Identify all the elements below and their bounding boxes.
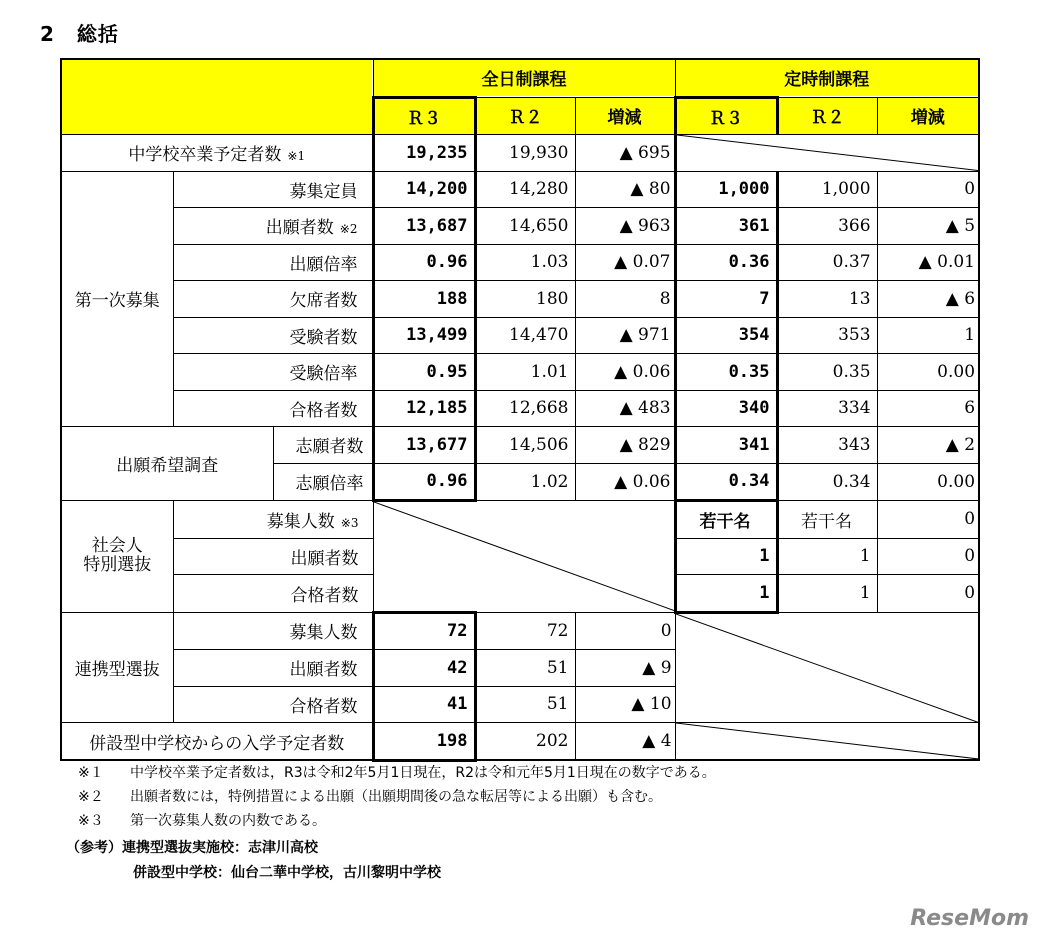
ft-r3-value: 72	[373, 612, 475, 650]
ft-r3-value: 41	[373, 686, 475, 723]
ft-r2-value: 51	[475, 650, 575, 687]
section-heading	[40, 18, 119, 47]
row-label: 志願倍率	[273, 463, 373, 501]
pt-change-value: 6	[877, 390, 979, 427]
pt-r2-value: 0.37	[777, 244, 877, 281]
ft-change-value: ▲ 9	[575, 650, 675, 687]
reference-line-1: （参考）連携型選抜実施校：志津川高校	[66, 840, 318, 856]
pt-change-value: 0.00	[877, 463, 979, 501]
ft-r3-value: 19,235	[373, 135, 475, 172]
pt-r3-value: 361	[675, 208, 777, 245]
header-row-1	[61, 59, 979, 97]
pt-r2-value: 343	[777, 427, 877, 464]
footnote: ※２ 出願者数には，特例措置による出願（出願期間後の急な転居等による出願）も含む。	[78, 789, 662, 805]
row-first-passed	[61, 390, 979, 427]
row-label: 募集定員	[173, 171, 373, 208]
ft-change-value: ▲ 0.06	[575, 354, 675, 391]
group-survey: 出願希望調査	[61, 427, 273, 501]
pt-r3-value: 341	[675, 427, 777, 464]
pt-r3-value: 0.34	[675, 463, 777, 501]
ft-r3-value: 0.95	[373, 354, 475, 391]
pt-r2-value: 1	[777, 575, 877, 613]
row-combined	[61, 723, 979, 761]
resemom-logo: ReseMom	[910, 906, 1029, 931]
pt-change-value: 0	[877, 171, 979, 208]
ft-r3-value: 42	[373, 650, 475, 687]
header-ft-r2: Ｒ２	[475, 97, 575, 135]
summary-table	[60, 58, 980, 762]
row-label: 欠席者数	[173, 281, 373, 318]
ft-change-value: ▲ 80	[575, 171, 675, 208]
row-graduates	[61, 135, 979, 172]
pt-r3-value: 1	[675, 575, 777, 613]
row-label: 出願者数 ※2	[173, 208, 373, 245]
group-adult: 社会人 特別選抜	[61, 501, 173, 613]
ft-r3-value: 0.96	[373, 244, 475, 281]
ft-change-value: ▲ 971	[575, 317, 675, 354]
header-ft-r3: Ｒ３	[373, 97, 475, 135]
pt-r3-value: 若干名	[675, 501, 777, 539]
header-part-time: 定時制課程	[675, 59, 979, 97]
ft-r3-value: 198	[373, 723, 475, 761]
row-first-applicants	[61, 208, 979, 245]
ft-r3-value: 14,200	[373, 171, 475, 208]
ft-change-value: ▲ 829	[575, 427, 675, 464]
ft-r2-value: 14,280	[475, 171, 575, 208]
empty-diagonal-cell	[675, 723, 979, 761]
pt-r3-value: 7	[675, 281, 777, 318]
row-label: 併設型中学校からの入学予定者数	[61, 723, 373, 761]
reference-line-2: 併設型中学校：仙台二華中学校，古川黎明中学校	[133, 865, 441, 881]
row-label: 募集人数	[173, 612, 373, 650]
pt-r2-value: 353	[777, 317, 877, 354]
row-first-exam-ratio	[61, 354, 979, 391]
row-label: 募集人数 ※3	[173, 501, 373, 539]
row-first-examinees	[61, 317, 979, 354]
pt-change-value: 0	[877, 538, 979, 575]
row-first-absent	[61, 281, 979, 318]
empty-diagonal-cell	[373, 501, 675, 613]
section-number: 2	[40, 22, 55, 46]
ft-r3-value: 188	[373, 281, 475, 318]
row-linked-capacity	[61, 612, 979, 650]
ft-r2-value: 202	[475, 723, 575, 761]
footnote: ※１ 中学校卒業予定者数は，R3は令和2年5月1日現在，R2は令和元年5月1日現在の数字である。	[78, 765, 716, 781]
pt-r2-value: 1,000	[777, 171, 877, 208]
group-first: 第一次募集	[61, 171, 173, 427]
ft-r3-value: 12,185	[373, 390, 475, 427]
ft-r3-value: 13,499	[373, 317, 475, 354]
row-adult-capacity	[61, 501, 979, 539]
pt-r3-value: 1	[675, 538, 777, 575]
ft-r2-value: 1.02	[475, 463, 575, 501]
ft-r2-value: 51	[475, 686, 575, 723]
header-ft-change: 増減	[575, 97, 675, 135]
row-label: 中学校卒業予定者数 ※1	[61, 135, 373, 172]
reference-note	[66, 836, 441, 886]
ft-r2-value: 14,650	[475, 208, 575, 245]
ft-r3-value: 13,687	[373, 208, 475, 245]
row-survey-count	[61, 427, 979, 464]
pt-r2-value: 0.35	[777, 354, 877, 391]
header-blank	[61, 59, 373, 135]
pt-r3-value: 0.36	[675, 244, 777, 281]
ft-change-value: ▲ 695	[575, 135, 675, 172]
pt-r3-value: 1,000	[675, 171, 777, 208]
ft-r2-value: 1.01	[475, 354, 575, 391]
row-label: 出願者数	[173, 538, 373, 575]
header-full-time: 全日制課程	[373, 59, 675, 97]
pt-r2-value: 13	[777, 281, 877, 318]
pt-r2-value: 若干名	[777, 501, 877, 539]
pt-change-value: 1	[877, 317, 979, 354]
ft-change-value: 0	[575, 612, 675, 650]
ft-change-value: ▲ 4	[575, 723, 675, 761]
row-label: 出願者数	[173, 650, 373, 687]
ft-change-value: ▲ 0.07	[575, 244, 675, 281]
pt-change-value: 0	[877, 501, 979, 539]
header-pt-change: 増減	[877, 97, 979, 135]
row-label: 志願者数	[273, 427, 373, 464]
ft-r2-value: 14,470	[475, 317, 575, 354]
ft-r2-value: 72	[475, 612, 575, 650]
pt-change-value: 0.00	[877, 354, 979, 391]
empty-diagonal-cell	[675, 135, 979, 172]
footnote: ※３ 第一次募集人数の内数である。	[78, 813, 326, 829]
row-first-capacity	[61, 171, 979, 208]
empty-diagonal-cell	[675, 612, 979, 723]
pt-r3-value: 340	[675, 390, 777, 427]
ft-r2-value: 19,930	[475, 135, 575, 172]
row-label: 受験者数	[173, 317, 373, 354]
pt-change-value: ▲ 5	[877, 208, 979, 245]
ft-change-value: ▲ 963	[575, 208, 675, 245]
footnotes	[78, 761, 716, 833]
row-first-app-ratio	[61, 244, 979, 281]
header-pt-r3: Ｒ３	[675, 97, 777, 135]
pt-r3-value: 354	[675, 317, 777, 354]
pt-r2-value: 1	[777, 538, 877, 575]
pt-change-value: 0	[877, 575, 979, 613]
ft-change-value: ▲ 0.06	[575, 463, 675, 501]
ft-r3-value: 13,677	[373, 427, 475, 464]
row-label: 合格者数	[173, 575, 373, 613]
ft-r2-value: 14,506	[475, 427, 575, 464]
pt-change-value: ▲ 6	[877, 281, 979, 318]
pt-change-value: ▲ 2	[877, 427, 979, 464]
ft-r2-value: 12,668	[475, 390, 575, 427]
ft-change-value: ▲ 483	[575, 390, 675, 427]
pt-change-value: ▲ 0.01	[877, 244, 979, 281]
pt-r2-value: 366	[777, 208, 877, 245]
ft-change-value: ▲ 10	[575, 686, 675, 723]
section-title: 総括	[76, 22, 119, 46]
ft-r2-value: 1.03	[475, 244, 575, 281]
row-label: 受験倍率	[173, 354, 373, 391]
row-label: 出願倍率	[173, 244, 373, 281]
ft-r3-value: 0.96	[373, 463, 475, 501]
ft-change-value: 8	[575, 281, 675, 318]
group-linked: 連携型選抜	[61, 612, 173, 723]
ft-r2-value: 180	[475, 281, 575, 318]
header-pt-r2: Ｒ２	[777, 97, 877, 135]
row-label: 合格者数	[173, 686, 373, 723]
pt-r2-value: 0.34	[777, 463, 877, 501]
pt-r2-value: 334	[777, 390, 877, 427]
pt-r3-value: 0.35	[675, 354, 777, 391]
row-label: 合格者数	[173, 390, 373, 427]
